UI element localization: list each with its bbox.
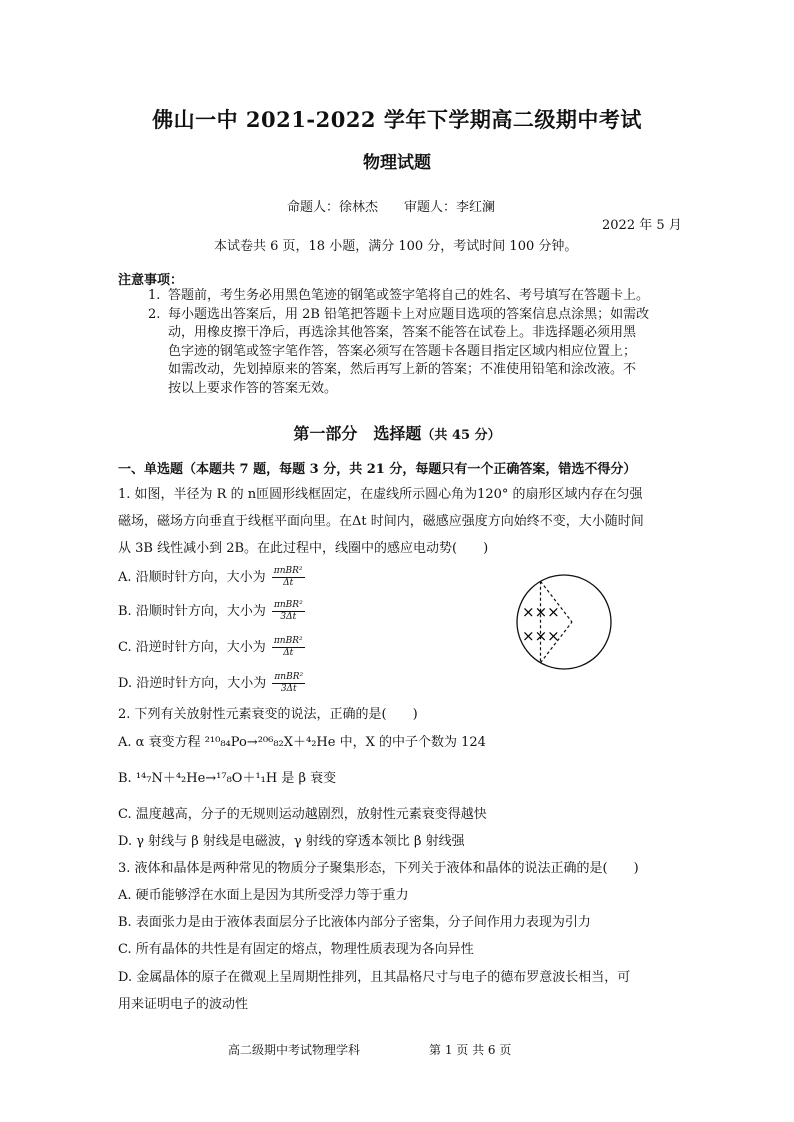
footer-page-number: 第 1 页 共 6 页 [429,1043,512,1057]
exam-title: 佛山一中 2021-2022 学年下学期高二级期中考试 [152,107,642,132]
fraction-numerator: πnBR² [273,566,303,576]
q2-stem: 2. 下列有关放射性元素衰变的说法，正确的是( ) [118,707,418,722]
q3-option-d: D. 金属晶体的原子在微观上呈周期性排列，且其晶格尺寸与电子的德布罗意波长相当，可 [118,970,631,985]
fraction [272,672,305,695]
coil-circle [517,575,611,669]
fraction [272,600,305,623]
q3-option-b: B. 表面张力是由于液体表面层分子比液体内部分子密集，分子间作用力表现为引力 [118,915,591,930]
exam-date: 2022 年 5 月 [602,218,682,233]
q1-option-b [118,600,305,623]
q1-option-c [118,636,305,659]
notice-item-number: 2. [148,306,161,322]
fraction [272,636,305,659]
notice-line: 色字迹的钢笔或签字笔作答，答案必须写在答题卡各题目指定区域内相应位置上； [168,343,637,359]
part-heading: 一、单选题（本题共 7 题，每题 3 分，共 21 分，每题只有一个正确答案，错选不得分） [118,462,637,477]
notice-line: 按以上要求作答的答案无效。 [168,380,338,396]
notice-item [148,306,649,399]
fraction-numerator: πnBR² [273,600,303,610]
q2-option-c: C. 温度越高，分子的无规则运动越剧烈，放射性元素衰变得越快 [118,807,487,822]
section-title: 第一部分 选择题 [293,424,422,443]
field-into-page-marks: ××× [522,627,560,645]
notice-line: 答题前，考生务必用黑色笔迹的钢笔或签字笔将自己的姓名、考号填写在答题卡上。 [168,288,650,303]
footer-subject: 高二级期中考试物理学科 [228,1043,361,1057]
option-label: A. 沿顺时针方向，大小为 [118,570,266,585]
q1-option-a [118,566,305,589]
q1-stem-line: 1. 如图，半径为 R 的 n匝圆形线框固定，在虚线所示圆心角为120° 的扇形区域内存在匀强 [118,487,643,502]
option-label: D. 沿逆时针方向，大小为 [118,676,267,691]
fraction-numerator: πnBR² [273,636,303,646]
q3-option-d-cont: 用来证明电子的波动性 [118,997,249,1012]
notice-line: 动，用橡皮擦干净后，再选涂其他答案，答案不能答在试卷上。非选择题必须用黑 [168,325,637,340]
notice-heading: 注意事项： [118,273,184,288]
notice-line: 如需改动，先划掉原来的答案，然后再写上新的答案；不准使用铅笔和涂改液。不 [168,362,637,377]
q1-stem-line: 磁场，磁场方向垂直于线框平面向里。在Δt 时间内，磁感应强度方向始终不变，大小随时间 [118,514,644,529]
q3-option-a: A. 硬币能够浮在水面上是因为其所受浮力等于重力 [118,888,409,903]
q2-option-a: A. α 衰变方程 ²¹⁰₈₄Po→²⁰⁶₈₂X＋⁴₂He 中，X 的中子个数为 124 [118,735,486,750]
q2-option-d: D. γ 射线与 β 射线是电磁波，γ 射线的穿透本领比 β 射线强 [118,834,465,849]
q2-option-b: B. ¹⁴₇N＋⁴₂He→¹⁷₈O＋¹₁H 是 β 衰变 [118,771,337,786]
notice-item [148,287,649,306]
option-label: C. 沿逆时针方向，大小为 [118,640,266,655]
notice-list [148,287,649,398]
q3-option-c: C. 所有晶体的共性是有固定的熔点，物理性质表现为各向异性 [118,942,474,957]
exam-summary: 本试卷共 6 页，18 小题，满分 100 分，考试时间 100 分钟。 [214,239,578,254]
fraction [272,566,305,589]
field-into-page-marks: ××× [522,603,560,621]
q1-option-d [118,672,305,695]
coil-diagram [514,572,614,672]
fraction-denominator: Δt [283,648,294,658]
fraction-numerator: πnBR² [274,672,304,682]
fraction-denominator: 3Δt [280,612,297,622]
section-score: （共 45 分） [421,428,501,443]
option-label: B. 沿顺时针方向，大小为 [118,604,266,619]
fraction-denominator: 3Δt [280,684,297,694]
fraction-denominator: Δt [283,578,294,588]
q3-stem: 3. 液体和晶体是两种常见的物质分子聚集形态，下列关于液体和晶体的说法正确的是( ) [118,861,639,876]
notice-line: 每小题选出答案后，用 2B 铅笔把答题卡上对应题目选项的答案信息点涂黑；如需改 [168,306,650,322]
coil-figure [514,572,614,676]
exam-subtitle: 物理试题 [363,153,431,173]
q1-stem-line: 从 3B 线性减小到 2B。在此过程中，线圈中的感应电动势( ) [118,541,489,556]
section-heading [0,421,794,444]
notice-item-number: 1. [148,288,161,303]
authors-line: 命题人：徐林杰 审题人：李红澜 [287,200,496,215]
